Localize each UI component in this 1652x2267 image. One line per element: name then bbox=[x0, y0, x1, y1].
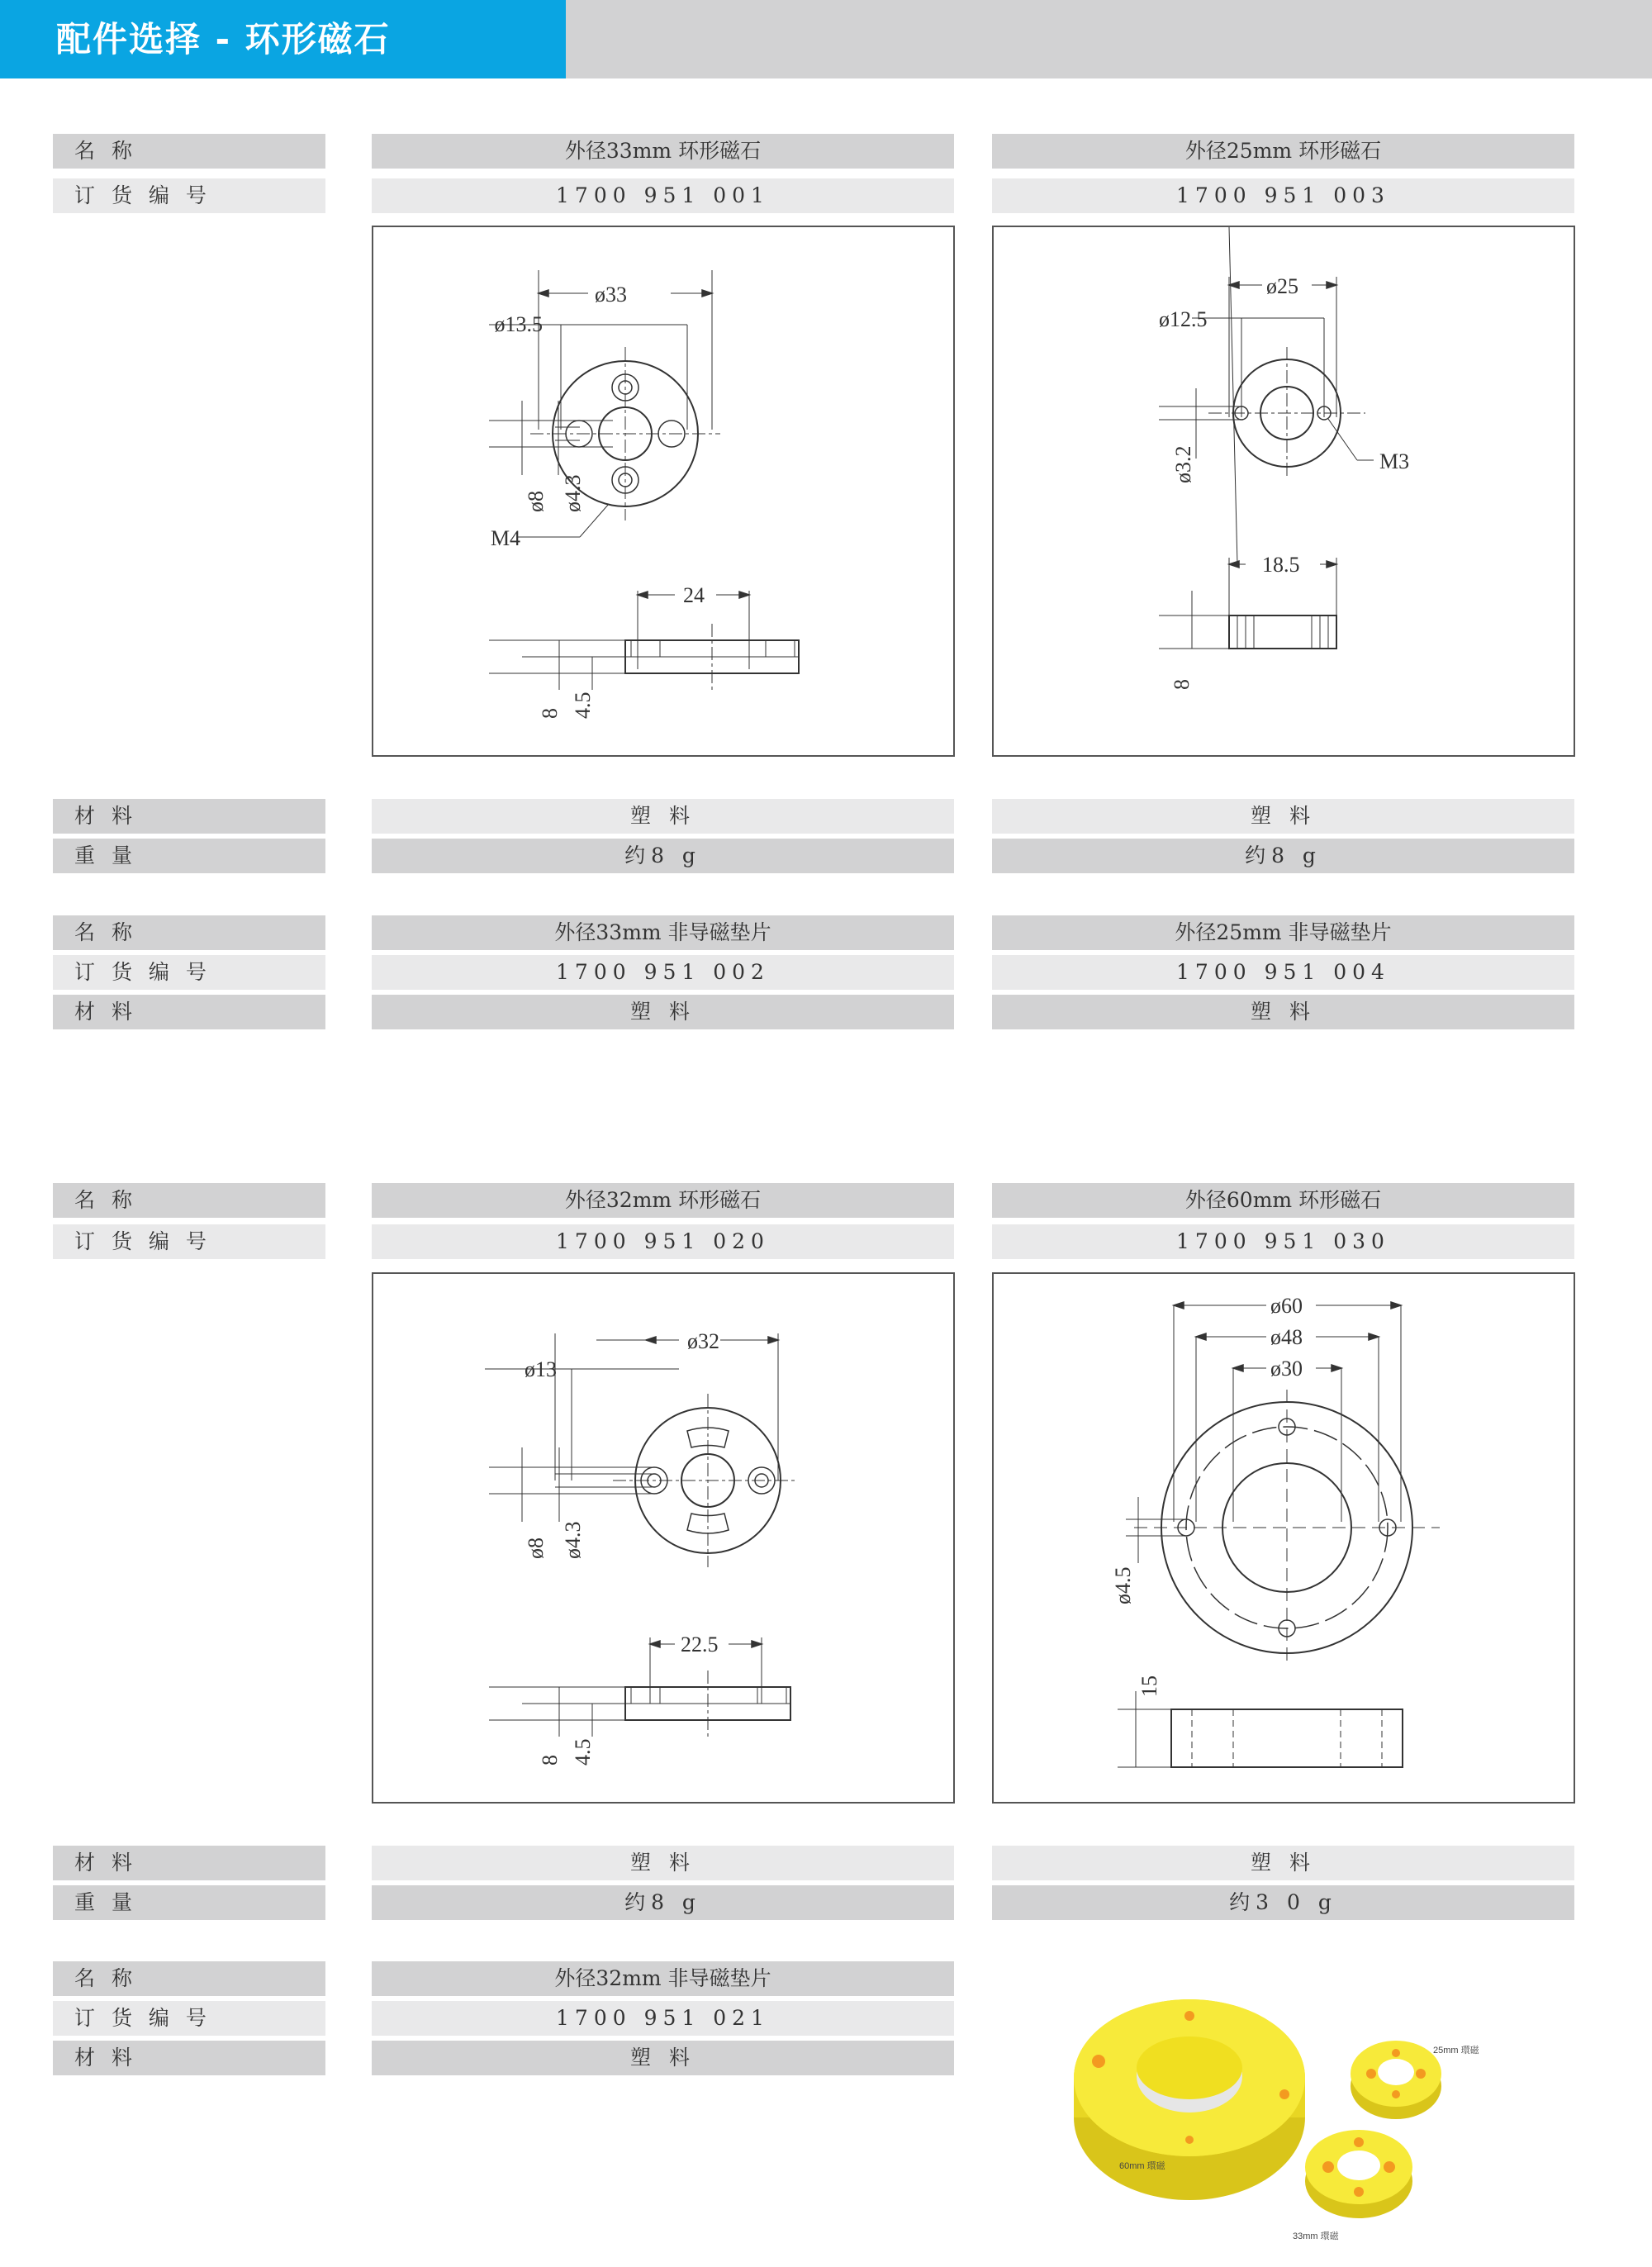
dim-inner: ø30 bbox=[1270, 1357, 1303, 1381]
dim-bolt-circle: ø13.5 bbox=[494, 312, 543, 336]
s1-right-weight: 约8 g bbox=[992, 839, 1574, 873]
s3-right-name: 外径60mm 环形磁石 bbox=[992, 1183, 1574, 1218]
label-order: 订 货 编 号 bbox=[53, 1224, 325, 1259]
dim-height: ø8 bbox=[524, 1537, 548, 1559]
s1-right-material: 塑 料 bbox=[992, 799, 1574, 834]
s3-right-order: 1700 951 030 bbox=[992, 1224, 1574, 1259]
photo-label-60mm: 60mm 環磁 bbox=[1119, 2161, 1165, 2171]
s2-right-order: 1700 951 004 bbox=[992, 955, 1574, 990]
label-material: 材 料 bbox=[53, 995, 325, 1029]
header-bar bbox=[566, 0, 1652, 78]
s3-left-material: 塑 料 bbox=[372, 1846, 954, 1880]
s3-left-name: 外径32mm 环形磁石 bbox=[372, 1183, 954, 1218]
s1-left-name: 外径33mm 环形磁石 bbox=[372, 134, 954, 169]
dim-thread: M3 bbox=[1379, 449, 1410, 473]
s1-left-material: 塑 料 bbox=[372, 799, 954, 834]
dim-outer: ø60 bbox=[1270, 1294, 1303, 1318]
s3-right-material: 塑 料 bbox=[992, 1846, 1574, 1880]
dim-pitch: 18.5 bbox=[1262, 553, 1300, 577]
drawing-60mm-ring bbox=[992, 1272, 1575, 1804]
dim-step: 4.5 bbox=[571, 1738, 595, 1766]
dim-outer: ø25 bbox=[1266, 274, 1298, 298]
product-photo bbox=[1066, 1970, 1528, 2264]
dim-pitch: 24 bbox=[683, 583, 705, 607]
s3-left-order: 1700 951 020 bbox=[372, 1224, 954, 1259]
dim-bolt-circle: ø13 bbox=[525, 1357, 557, 1381]
label-order: 订 货 编 号 bbox=[53, 955, 325, 990]
dim-outer: ø32 bbox=[687, 1329, 719, 1353]
photo-label-33mm: 33mm 環磁 bbox=[1293, 2231, 1339, 2241]
label-material: 材 料 bbox=[53, 1846, 325, 1880]
dim-hole: ø3.2 bbox=[1171, 445, 1195, 483]
label-weight: 重 量 bbox=[53, 839, 325, 873]
s4-left-order: 1700 951 021 bbox=[372, 2001, 954, 2036]
dim-height: ø8 bbox=[524, 491, 548, 512]
dim-hole: ø4.3 bbox=[561, 474, 585, 512]
s1-left-order: 1700 951 001 bbox=[372, 178, 954, 213]
label-weight: 重 量 bbox=[53, 1885, 325, 1920]
label-material: 材 料 bbox=[53, 799, 325, 834]
dim-thick: 15 bbox=[1137, 1675, 1161, 1697]
s2-right-material: 塑 料 bbox=[992, 995, 1574, 1029]
dim-pitch: 22.5 bbox=[681, 1633, 719, 1656]
dim-hole: ø4.5 bbox=[1111, 1566, 1135, 1604]
s1-right-name: 外径25mm 环形磁石 bbox=[992, 134, 1574, 169]
dim-thick: 8 bbox=[1170, 679, 1194, 690]
dim-outer: ø33 bbox=[595, 283, 627, 307]
dim-hole: ø4.3 bbox=[561, 1521, 585, 1559]
dim-step: 4.5 bbox=[571, 692, 595, 719]
drawing-32mm-ring bbox=[372, 1272, 955, 1804]
dim-bolt-circle: ø12.5 bbox=[1159, 307, 1208, 331]
dim-thick: 8 bbox=[538, 1755, 562, 1766]
drawing-25mm-ring bbox=[992, 226, 1575, 757]
label-name: 名 称 bbox=[53, 1183, 325, 1218]
s2-right-name: 外径25mm 非导磁垫片 bbox=[992, 915, 1574, 950]
label-order: 订 货 编 号 bbox=[53, 2001, 325, 2036]
s2-left-material: 塑 料 bbox=[372, 995, 954, 1029]
dim-thread: M4 bbox=[490, 526, 521, 550]
s1-right-order: 1700 951 003 bbox=[992, 178, 1574, 213]
s3-left-weight: 约8 g bbox=[372, 1885, 954, 1920]
s3-right-weight: 约3 0 g bbox=[992, 1885, 1574, 1920]
s4-left-name: 外径32mm 非导磁垫片 bbox=[372, 1961, 954, 1996]
drawing-33mm-ring bbox=[372, 226, 955, 757]
label-material: 材 料 bbox=[53, 2041, 325, 2075]
s1-left-weight: 约8 g bbox=[372, 839, 954, 873]
label-name: 名 称 bbox=[53, 134, 325, 169]
s2-left-name: 外径33mm 非导磁垫片 bbox=[372, 915, 954, 950]
dim-mid: ø48 bbox=[1270, 1325, 1303, 1349]
s4-left-material: 塑 料 bbox=[372, 2041, 954, 2075]
label-order: 订 货 编 号 bbox=[53, 178, 325, 213]
photo-label-25mm: 25mm 環磁 bbox=[1433, 2046, 1479, 2056]
dim-thick: 8 bbox=[538, 708, 562, 719]
label-name: 名 称 bbox=[53, 915, 325, 950]
s2-left-order: 1700 951 002 bbox=[372, 955, 954, 990]
label-name: 名 称 bbox=[53, 1961, 325, 1996]
page-title: 配件选择 - 环形磁石 bbox=[0, 0, 566, 78]
